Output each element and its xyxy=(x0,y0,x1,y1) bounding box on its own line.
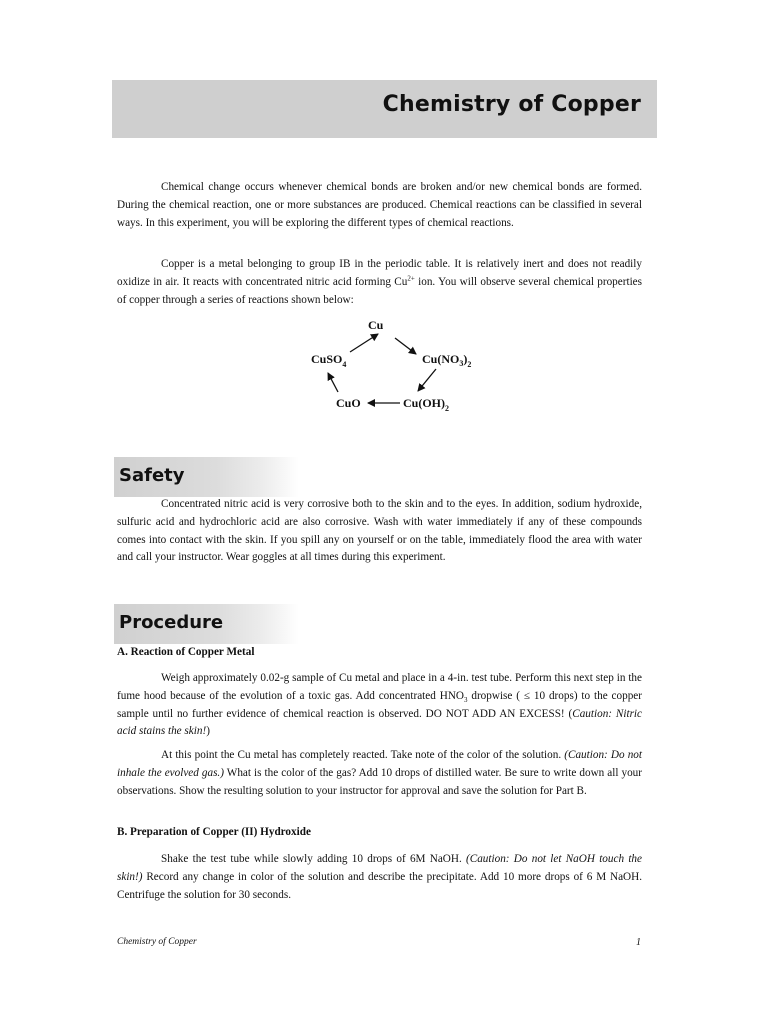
arrow-cu-to-cuno3 xyxy=(395,338,416,354)
label-cuno3: $Cu(NO_3)_2$ xyxy=(422,352,472,369)
safety-paragraph: Concentrated nitric acid is very corrosive both to the skin and to the eyes. In addition, sodium hydroxide, sulfuric acid and hydrochloric acid are also corrosive. Wash with water immediately if any of these compounds comes into contact with the skin. If you spill any on yourself or on the table, immediately flood the area with water and call your instructor. Wear goggles at all times during this experiment. xyxy=(117,498,642,564)
intro-text-b: ion. You will observe several chemical properties of copper through a series of reactions shown below: xyxy=(117,275,643,306)
intro-paragraph-1: Chemical change occurs whenever chemical bonds are broken and/or new chemical bonds are formed. During the chemical reaction, one or more substances are produced. Chemical reactions can be classified in several ways. In this experiment, you will be exploring the different types of chemical reactions. xyxy=(117,181,642,229)
arrow-cuno3-to-cuoh2 xyxy=(418,369,436,391)
part-b-text-b: Record any change in color of the solution and describe the precipitate. Add 10 more drops of 6 M NaOH. Centrifuge the solution for 30 seconds. xyxy=(117,870,642,901)
part-a-paragraph-1 xyxy=(117,670,642,741)
procedure-section-bar xyxy=(114,604,299,644)
safety-heading: Safety xyxy=(119,465,185,486)
part-a-heading: A. Reaction of Copper Metal xyxy=(117,646,255,658)
part-a2-text-b: What is the color of the gas? Add 10 drops of distilled water. Be sure to write down all your observations. Show the resulting solution to your instructor for approval and save the solution for Part B. xyxy=(117,766,642,797)
naoh-caution: (Caution: Do not let NaOH touch the skin!) xyxy=(117,853,642,883)
part-a-paragraph-2 xyxy=(117,747,642,800)
part-a-text-b: dropwise ( ≤ 10 drops) to the copper sample until no further evidence of chemical reaction is observed. DO NOT ADD AN EXCESS! ( xyxy=(117,689,642,720)
part-a-text-c: ) xyxy=(206,725,210,738)
arrow-cuo-to-cuso4 xyxy=(328,373,338,392)
intro-paragraph-2 xyxy=(117,256,642,309)
arrow-cuso4-to-cu xyxy=(350,334,378,352)
nitric-acid-caution: Caution: Nitric acid stains the skin! xyxy=(117,707,643,738)
page-number: 1 xyxy=(636,937,641,948)
intro-text-a: Copper is a metal belonging to group IB in the periodic table. It is relatively inert and does not readily oxidize in air. It reacts with concentrated nitric acid forming Cu xyxy=(117,258,642,288)
safety-section-bar xyxy=(114,457,299,497)
title-bar xyxy=(112,80,657,138)
footer-title: Chemistry of Copper xyxy=(117,937,197,947)
hno3-subscript: 3 xyxy=(463,696,468,705)
page-title: Chemistry of Copper xyxy=(382,92,641,117)
label-cuoh2: $Cu(OH)_2$ xyxy=(403,396,449,413)
ion-charge: 2+ xyxy=(407,274,415,283)
part-b-paragraph-1 xyxy=(117,851,642,904)
label-cu: Cu xyxy=(368,318,384,332)
procedure-heading: Procedure xyxy=(119,612,224,633)
gas-caution: (Caution: Do not inhale the evolved gas.) xyxy=(117,749,642,779)
part-a2-text-a: At this point the Cu metal has completely reacted. Take note of the color of the solution. xyxy=(161,749,565,761)
label-cuso4: CuSO$_4$ xyxy=(311,352,347,369)
part-a-text-a: Weigh approximately 0.02-g sample of Cu metal and place in a 4-in. test tube. Perform this next step in the fume hood because of the evolution of a toxic gas. Add concentrated HNO xyxy=(117,672,642,702)
part-b-heading: B. Preparation of Copper (II) Hydroxide xyxy=(117,826,311,838)
label-cuo: CuO xyxy=(336,396,361,410)
copper-reaction-cycle-diagram xyxy=(300,312,500,422)
part-b-text-a: Shake the test tube while slowly adding 10 drops of 6M NaOH. xyxy=(161,853,467,865)
